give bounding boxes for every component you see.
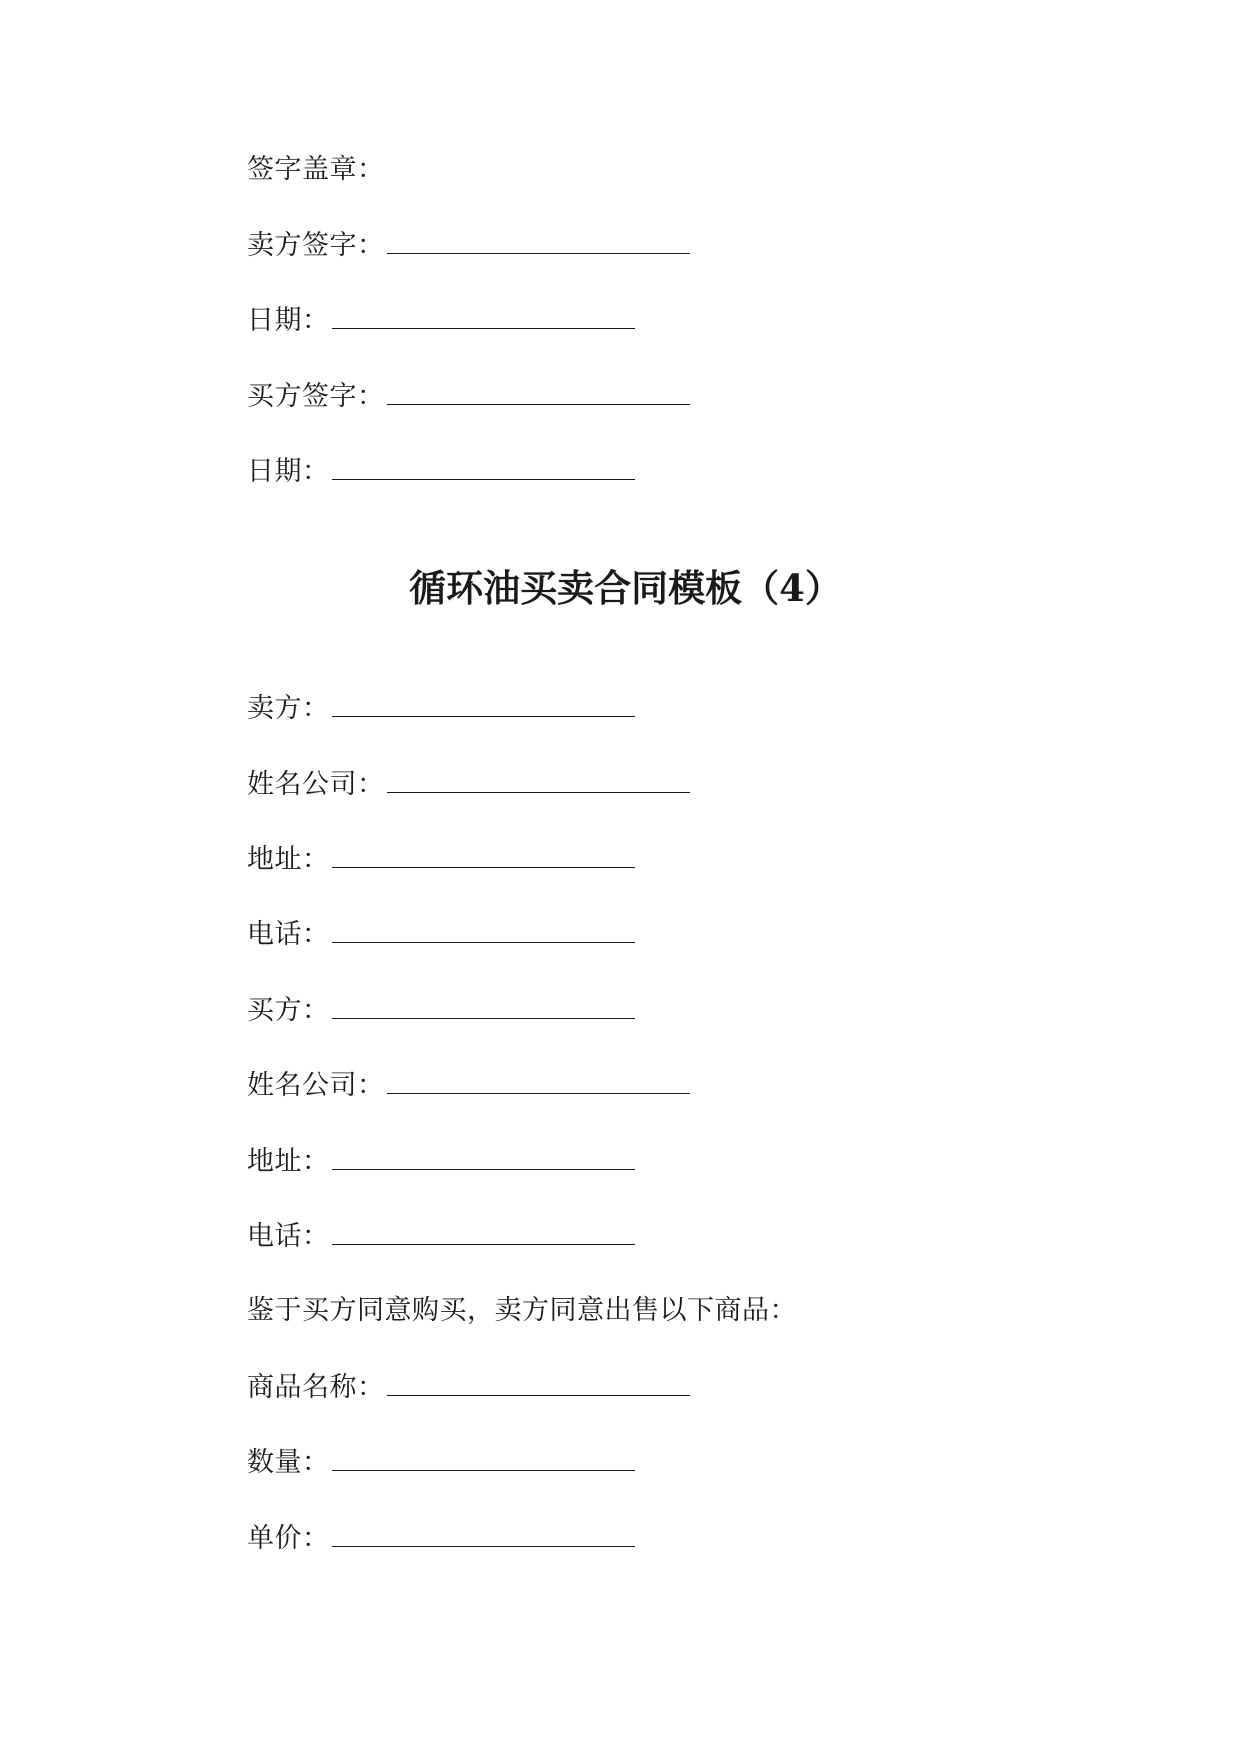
seller-date-label: 日期： xyxy=(247,305,330,336)
quantity-blank xyxy=(332,1442,635,1471)
buyer-name-company-row xyxy=(247,1065,690,1106)
buyer-date-blank xyxy=(332,451,635,480)
buyer-name-company-blank xyxy=(387,1065,690,1094)
buyer-name-company-label: 姓名公司： xyxy=(247,1070,385,1101)
unit-price-row xyxy=(247,1518,635,1559)
seller-signature-label: 卖方签字： xyxy=(247,230,385,261)
seller-signature-blank xyxy=(387,225,690,254)
seller-date-row xyxy=(247,300,635,341)
seller-blank xyxy=(332,688,635,717)
contract-title xyxy=(0,563,1241,613)
seller-address-label: 地址： xyxy=(247,844,330,875)
signature-heading-text: 签字盖章： xyxy=(247,154,385,185)
unit-price-label: 单价： xyxy=(247,1523,330,1554)
goods-name-row xyxy=(247,1367,690,1408)
seller-address-row xyxy=(247,839,635,880)
goods-name-label: 商品名称： xyxy=(247,1372,385,1403)
seller-phone-label: 电话： xyxy=(247,919,330,950)
seller-address-blank xyxy=(332,839,635,868)
buyer-row xyxy=(247,990,635,1031)
seller-label: 卖方： xyxy=(247,693,330,724)
buyer-blank xyxy=(332,990,635,1019)
buyer-phone-blank xyxy=(332,1216,635,1245)
contract-title-text: 循环油买卖合同模板（4） xyxy=(409,566,842,610)
goods-name-blank xyxy=(387,1367,690,1396)
buyer-phone-label: 电话： xyxy=(247,1221,330,1252)
buyer-signature-blank xyxy=(387,376,690,405)
unit-price-blank xyxy=(332,1518,635,1547)
buyer-label: 买方： xyxy=(247,995,330,1026)
quantity-row xyxy=(247,1442,635,1483)
quantity-label: 数量： xyxy=(247,1447,330,1478)
seller-name-company-blank xyxy=(387,764,690,793)
seller-name-company-row xyxy=(247,764,690,805)
seller-phone-blank xyxy=(332,914,635,943)
buyer-signature-label: 买方签字： xyxy=(247,381,385,412)
buyer-phone-row xyxy=(247,1216,635,1257)
buyer-signature-row xyxy=(247,376,690,417)
buyer-address-row xyxy=(247,1141,635,1182)
buyer-address-label: 地址： xyxy=(247,1146,330,1177)
intro-text: 鉴于买方同意购买，卖方同意出售以下商品： xyxy=(247,1295,797,1326)
seller-name-company-label: 姓名公司： xyxy=(247,769,385,800)
seller-date-blank xyxy=(332,300,635,329)
buyer-address-blank xyxy=(332,1141,635,1170)
buyer-date-label: 日期： xyxy=(247,456,330,487)
seller-row xyxy=(247,688,635,729)
intro-paragraph xyxy=(247,1291,797,1331)
signature-heading xyxy=(247,150,385,190)
buyer-date-row xyxy=(247,451,635,492)
seller-signature-row xyxy=(247,225,690,266)
seller-phone-row xyxy=(247,914,635,955)
